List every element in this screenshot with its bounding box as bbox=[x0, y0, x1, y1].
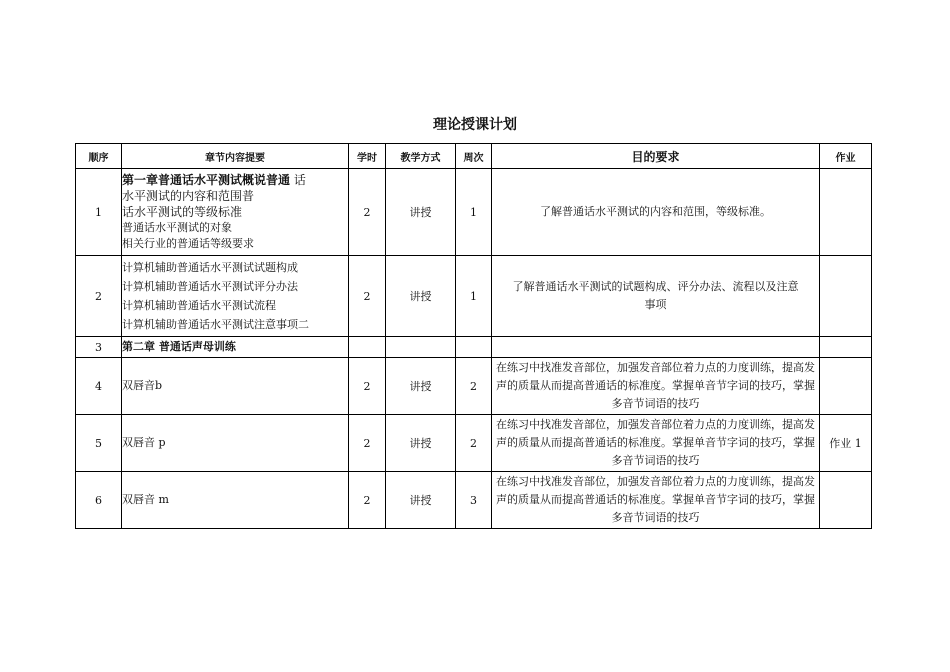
row-method: 讲授 bbox=[386, 256, 456, 337]
row-method bbox=[386, 337, 456, 358]
row-method: 讲授 bbox=[386, 358, 456, 415]
row-order: 6 bbox=[76, 472, 122, 529]
content-line: 相关行业的普通话等级要求 bbox=[122, 237, 254, 250]
row-hours: 2 bbox=[349, 415, 386, 472]
row-hours: 2 bbox=[349, 169, 386, 256]
content-line: 话 bbox=[293, 173, 306, 187]
row-goal: 了解普通话水平测试的内容和范围，等级标准。 bbox=[492, 169, 820, 256]
row-homework bbox=[820, 169, 872, 256]
row-content: 双唇音b bbox=[122, 358, 349, 415]
row-week: 1 bbox=[456, 256, 492, 337]
row-homework bbox=[820, 472, 872, 529]
table-row bbox=[76, 169, 872, 256]
row-week bbox=[456, 337, 492, 358]
content-line: 计算机辅助普通话水平测试注意事项二 bbox=[122, 318, 309, 331]
row-content bbox=[122, 337, 349, 358]
table-row bbox=[76, 256, 872, 337]
row-homework bbox=[820, 337, 872, 358]
row-week: 2 bbox=[456, 358, 492, 415]
content-line: 计算机辅助普通话水平测试流程 bbox=[122, 299, 276, 312]
document-title: 理论授课计划 bbox=[433, 117, 517, 133]
row-method: 讲授 bbox=[386, 415, 456, 472]
row-method: 讲授 bbox=[386, 169, 456, 256]
table-header-row bbox=[76, 144, 872, 169]
chapter-title: 第二章 普通话声母训练 bbox=[122, 340, 236, 353]
row-hours: 2 bbox=[349, 256, 386, 337]
row-week: 2 bbox=[456, 415, 492, 472]
content-line: 计算机辅助普通话水平测试评分办法 bbox=[122, 280, 298, 293]
row-goal: 在练习中找准发音部位，加强发音部位着力点的力度训练，提高发声的质量从而提高普通话的标准度。掌握单音节字词的技巧，掌握多音节词语的技巧 bbox=[492, 472, 820, 529]
table-row bbox=[76, 358, 872, 415]
table-row bbox=[76, 337, 872, 358]
row-goal bbox=[492, 337, 820, 358]
row-hours: 2 bbox=[349, 358, 386, 415]
header-goal: 目的要求 bbox=[492, 144, 820, 169]
row-content bbox=[122, 169, 349, 256]
row-goal: 在练习中找准发音部位，加强发音部位着力点的力度训练，提高发声的质量从而提高普通话的标准度。掌握单音节字词的技巧，掌握多音节词语的技巧 bbox=[492, 358, 820, 415]
header-content: 章节内容提要 bbox=[122, 144, 349, 169]
header-method: 教学方式 bbox=[386, 144, 456, 169]
row-order: 2 bbox=[76, 256, 122, 337]
chapter-title: 第一章普通话水平测试概说普通 bbox=[122, 173, 291, 187]
row-homework bbox=[820, 358, 872, 415]
row-order: 3 bbox=[76, 337, 122, 358]
table-row bbox=[76, 472, 872, 529]
header-order: 顺序 bbox=[76, 144, 122, 169]
row-content: 双唇音 p bbox=[122, 415, 349, 472]
row-content: 双唇音 m bbox=[122, 472, 349, 529]
header-hours: 学时 bbox=[349, 144, 386, 169]
header-homework: 作业 bbox=[820, 144, 872, 169]
content-line: 水平测试的内容和范围普 bbox=[122, 189, 255, 203]
row-order: 4 bbox=[76, 358, 122, 415]
header-week: 周次 bbox=[456, 144, 492, 169]
row-homework: 作业 1 bbox=[820, 415, 872, 472]
row-week: 3 bbox=[456, 472, 492, 529]
content-line: 计算机辅助普通话水平测试试题构成 bbox=[122, 261, 298, 274]
row-order: 5 bbox=[76, 415, 122, 472]
row-hours bbox=[349, 337, 386, 358]
lesson-plan-table bbox=[75, 143, 872, 529]
row-method: 讲授 bbox=[386, 472, 456, 529]
row-homework bbox=[820, 256, 872, 337]
row-hours: 2 bbox=[349, 472, 386, 529]
row-goal: 了解普通话水平测试的试题构成、评分办法、流程以及注意事项 bbox=[492, 256, 820, 337]
table-row bbox=[76, 415, 872, 472]
content-line: 普通话水平测试的对象 bbox=[122, 221, 232, 234]
row-content bbox=[122, 256, 349, 337]
row-goal: 在练习中找准发音部位，加强发音部位着力点的力度训练，提高发声的质量从而提高普通话的标准度。掌握单音节字词的技巧，掌握多音节词语的技巧 bbox=[492, 415, 820, 472]
row-week: 1 bbox=[456, 169, 492, 256]
row-order: 1 bbox=[76, 169, 122, 256]
content-line: 话水平测试的等级标准 bbox=[122, 205, 243, 219]
